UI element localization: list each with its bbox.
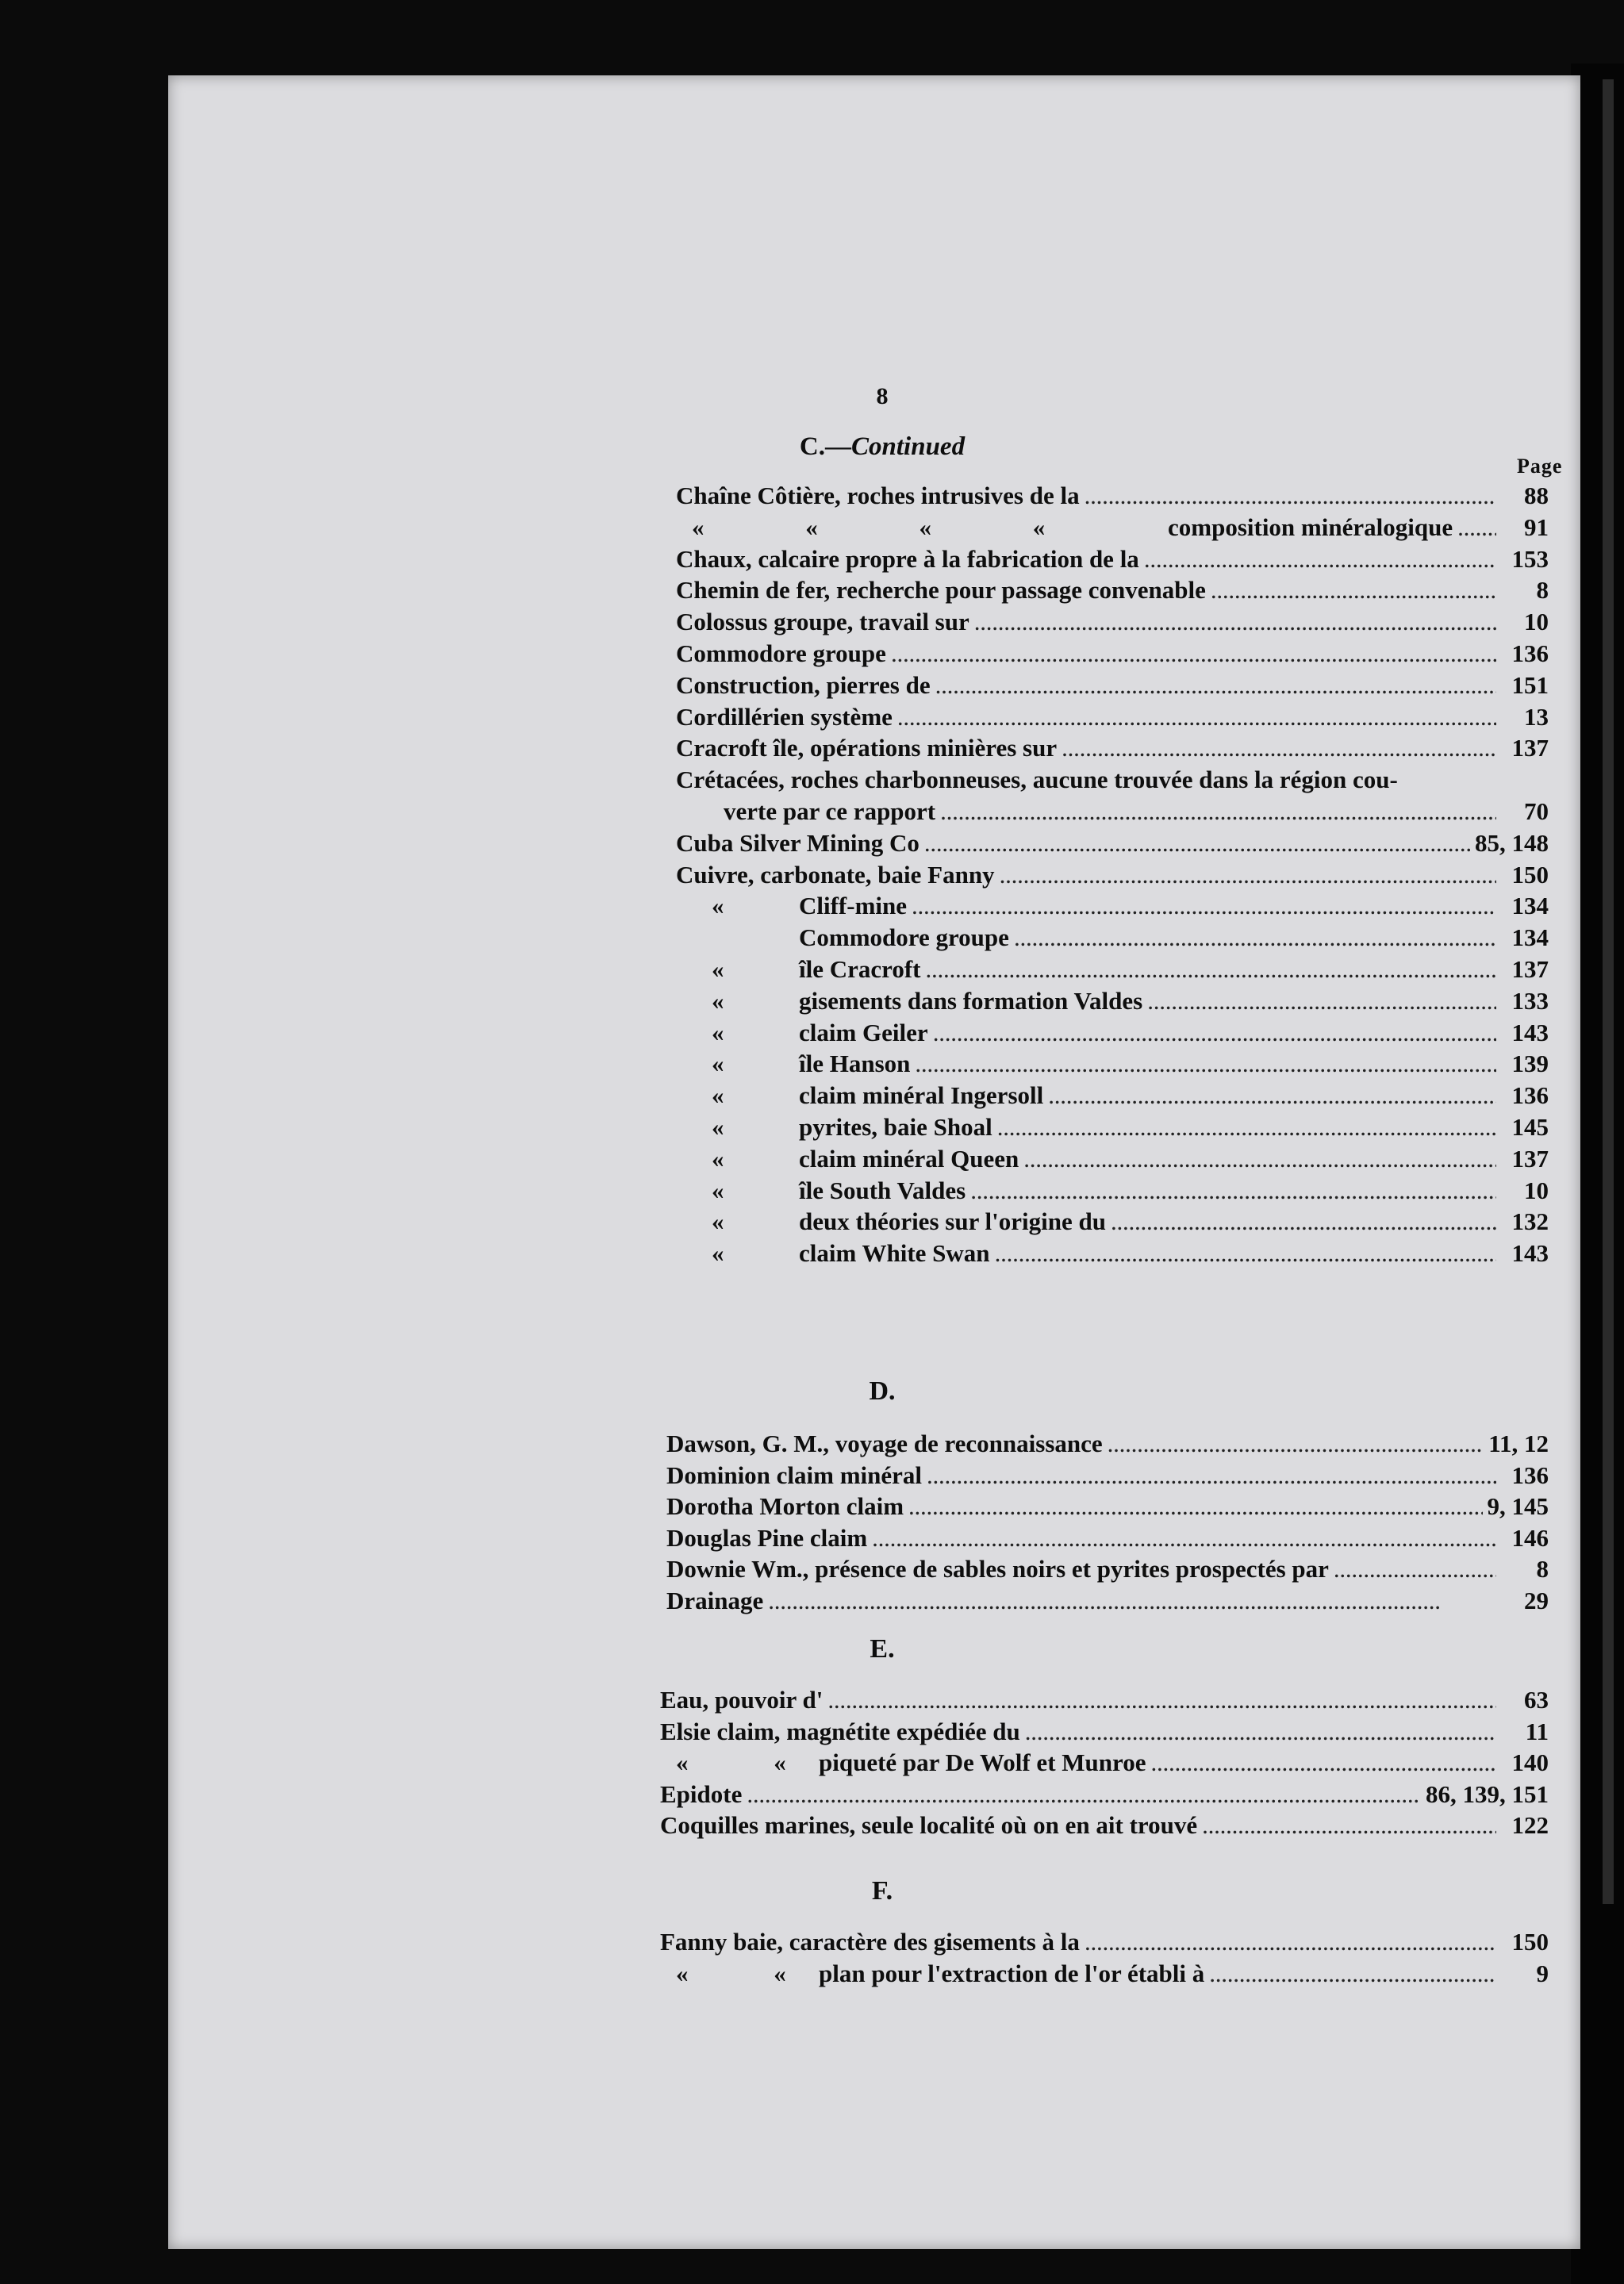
ditto-mark: « [712,1018,724,1046]
leader-dots [1108,1428,1484,1460]
heading-continued: Continued [851,432,966,461]
leader-dots [915,1048,1496,1080]
entry-text: île Hanson [799,1050,911,1078]
leader-dots [1202,1810,1496,1841]
index-entry [666,1553,1549,1585]
entry-page: 88 [1524,482,1549,509]
entry-text: Dorotha Morton claim [666,1492,904,1521]
document-page [168,75,1580,2249]
leader-dots [1023,1143,1496,1175]
entry-text: Fanny baie, caractère des gisements à la [660,1928,1080,1956]
index-entry [676,922,1549,954]
entry-page: 86, 139, 151 [1426,1779,1549,1808]
index-entry [676,1238,1549,1269]
entry-text: Drainage [666,1587,764,1614]
leader-dots [933,1017,1496,1049]
index-entry [676,1175,1549,1207]
index-entry [666,1491,1549,1522]
entry-page: 29 [1524,1587,1549,1614]
entry-page: 150 [1511,860,1549,889]
ditto-mark: « [712,1144,724,1173]
entry-text: Epidote [660,1779,743,1808]
ditto-mark: « [712,1176,724,1204]
entry-text: Chaux, calcaire propre à la fabrication de la [676,544,1139,573]
index-entry [676,954,1549,985]
index-entry [676,890,1549,922]
entry-text: claim minéral Queen [799,1144,1019,1173]
index-entry [660,1810,1549,1841]
index-entry [676,1048,1549,1080]
index-entry [666,1522,1549,1554]
entry-text: pyrites, baie Shoal [799,1113,992,1141]
leader-dots [912,890,1496,922]
leader-dots [1085,480,1496,512]
entry-text: île Cracroft [799,955,921,983]
entry-text: Commodore groupe [799,923,1009,952]
index-entry [676,701,1549,733]
index-entry [676,606,1549,638]
entry-page: 122 [1511,1811,1549,1840]
entry-page: 137 [1511,1144,1549,1173]
entry-text: Downie Wm., présence de sables noirs et pyrites prospectés par [666,1555,1329,1583]
entry-text: Cuba Silver Mining Co [676,828,919,857]
index-entry [666,1428,1549,1460]
index-entry [666,1585,1549,1617]
entry-page: 136 [1511,1081,1549,1110]
ditto-mark: « [712,1081,724,1110]
entry-text: Eau, pouvoir d' [660,1686,824,1714]
leader-dots [995,1238,1496,1269]
leader-dots [1334,1553,1496,1585]
entry-text: Coquilles marines, seule localité où on en ait trouvé [660,1811,1198,1840]
entry-text: plan pour l'extraction de l'or établi à [819,1959,1205,1987]
index-entry [660,1779,1549,1810]
entry-text: Crétacées, roches charbonneuses, aucune trouvée dans la région cou- [676,766,1398,794]
leader-dots [926,954,1497,985]
leader-dots [1457,512,1496,543]
index-entry [676,638,1549,670]
index-entry [676,1206,1549,1238]
entry-page: 134 [1511,923,1549,952]
index-entry [676,985,1549,1017]
entry-page: 91 [1524,512,1549,541]
entry-page: 132 [1511,1207,1549,1236]
leader-dots [924,827,1470,859]
entry-text: claim White Swan [799,1239,990,1268]
index-entry [676,764,1549,796]
entry-page: 140 [1511,1749,1549,1777]
entry-page: 133 [1511,986,1549,1015]
leader-dots [1085,1926,1496,1958]
entry-page: 150 [1511,1928,1549,1956]
entry-text: Elsie claim, magnétite expédiée du [660,1717,1020,1745]
entry-page: 85, 148 [1475,828,1549,857]
leader-dots [768,1585,1496,1617]
leader-dots [1000,859,1496,891]
leader-dots [974,606,1496,638]
heading-letter: C.— [799,432,852,461]
entry-text: Dominion claim minéral [666,1461,923,1489]
ditto-mark: « [712,1113,724,1141]
entry-page: 136 [1511,639,1549,667]
entry-page: 70 [1524,797,1549,825]
ditto-mark: « [712,955,724,983]
ditto-mark: « « « « [692,512,1093,541]
ditto-mark: « [712,1207,724,1236]
entry-text: claim minéral Ingersoll [799,1081,1044,1110]
index-entry [676,1143,1549,1175]
leader-dots [1014,922,1496,954]
entry-page: 8 [1536,576,1549,605]
leader-dots [1111,1206,1496,1238]
leader-dots [1150,1747,1496,1779]
entry-page: 137 [1511,955,1549,983]
index-entry [676,859,1549,891]
entry-text: composition minéralogique [1168,512,1453,541]
index-entry [676,1111,1549,1143]
entry-page: 10 [1524,1176,1549,1204]
leader-dots [970,1175,1496,1207]
entry-text: Cuivre, carbonate, baie Fanny [676,860,995,889]
leader-dots [940,796,1496,827]
entry-page: 63 [1524,1686,1549,1714]
index-entry [676,1017,1549,1049]
leader-dots [927,1460,1496,1491]
leader-dots [1048,1080,1496,1111]
section-heading-f: F. [871,1876,893,1906]
leader-dots [897,701,1496,733]
section-heading-d: D. [869,1376,896,1406]
entry-page: 139 [1511,1050,1549,1078]
index-entry [660,1958,1549,1990]
index-entry [676,670,1549,701]
entry-page: 9, 145 [1487,1492,1549,1521]
leader-dots [1209,1958,1496,1990]
index-entry [660,1926,1549,1958]
leader-dots [891,638,1496,670]
ditto-mark: « « [676,1959,826,1987]
ditto-mark: « [712,986,724,1015]
entry-text: Colossus groupe, travail sur [676,608,969,636]
section-heading-c [660,432,1104,462]
entry-page: 11, 12 [1488,1430,1549,1457]
entry-page: 10 [1524,608,1549,636]
index-entry [676,827,1549,859]
entry-page: 9 [1536,1959,1549,1987]
section-heading-e: E. [870,1634,895,1664]
leader-dots [997,1111,1496,1143]
index-entry [676,480,1549,512]
entry-text: piqueté par De Wolf et Munroe [819,1749,1146,1777]
entry-text: gisements dans formation Valdes [799,986,1143,1015]
entry-text: Commodore groupe [676,639,886,667]
index-entry [676,574,1549,606]
entry-text: claim Geiler [799,1018,928,1046]
index-entry [724,796,1549,827]
entry-page: 143 [1511,1018,1549,1046]
entry-page: 11 [1525,1717,1549,1745]
leader-dots [1025,1716,1496,1748]
entry-page: 134 [1511,892,1549,920]
entry-page: 145 [1511,1113,1549,1141]
entry-page: 153 [1511,544,1549,573]
leader-dots [1144,543,1496,575]
entry-text: île South Valdes [799,1176,966,1204]
ditto-mark: « [712,892,724,920]
index-entry [660,1747,1549,1779]
leader-dots [747,1779,1421,1810]
ditto-mark: « [712,1050,724,1078]
entry-text: verte par ce rapport [724,797,936,825]
leader-dots [935,670,1496,701]
leader-dots [1211,574,1496,606]
adjacent-page-edge [1603,79,1614,1904]
leader-dots [908,1491,1482,1522]
index-entry [660,1684,1549,1716]
leader-dots [1147,985,1496,1017]
entry-text: Cracroft île, opérations minières sur [676,734,1058,762]
entry-page: 137 [1511,734,1549,762]
entry-text: Cordillérien système [676,702,893,731]
index-entry [676,512,1549,543]
entry-text: Chemin de fer, recherche pour passage convenable [676,576,1206,605]
ditto-mark: « « [676,1749,826,1777]
index-entry [666,1460,1549,1491]
ditto-mark: « [712,1239,724,1268]
entry-text: Douglas Pine claim [666,1523,868,1552]
leader-dots [1062,732,1496,764]
entry-page: 8 [1536,1555,1549,1583]
entry-page: 13 [1524,702,1549,731]
entry-page: 136 [1511,1461,1549,1489]
index-entry [676,543,1549,575]
leader-dots [827,1684,1496,1716]
entry-text: Dawson, G. M., voyage de reconnaissance [666,1430,1103,1457]
index-entry [676,1080,1549,1111]
page-number: 8 [876,383,889,409]
entry-text: Chaîne Côtière, roches intrusives de la [676,482,1080,509]
page-column-header: Page [1517,455,1563,478]
entry-text: Cliff-mine [799,892,908,920]
entry-page: 143 [1511,1239,1549,1268]
index-entry [660,1716,1549,1748]
leader-dots [872,1522,1496,1554]
entry-page: 151 [1511,670,1549,699]
entry-text: deux théories sur l'origine du [799,1207,1106,1236]
entry-page: 146 [1511,1523,1549,1552]
entry-text: Construction, pierres de [676,670,931,699]
index-entry [676,732,1549,764]
